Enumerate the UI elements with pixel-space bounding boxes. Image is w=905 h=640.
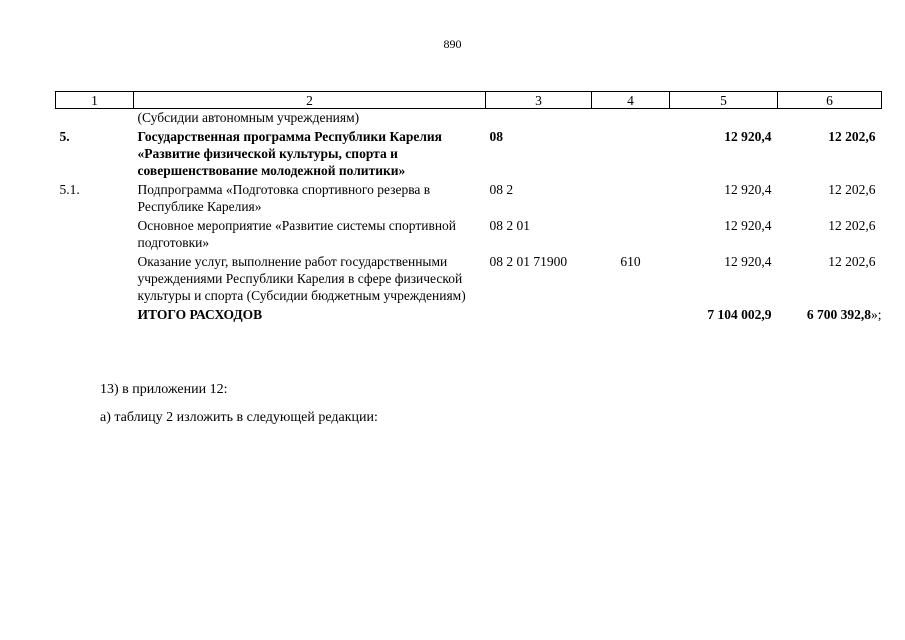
row-code: 08 [489,129,503,144]
row-value-1 [670,109,778,129]
row-vr: 610 [620,254,641,269]
total-value-1: 7 104 002,9 [707,307,772,322]
row-number [56,217,134,253]
row-name: (Субсидии автономным учреждениям) [137,110,360,125]
row-value-1: 12 920,4 [724,129,772,144]
row-name: Оказание услуг, выполнение работ государственными учреждениями Республики Карелия в сфере физической культуры и спорта (Субсидии бюджетным учреждениям) [137,254,466,303]
column-header-5: 5 [670,92,778,109]
column-header-1: 1 [56,92,134,109]
column-header-3: 3 [486,92,592,109]
total-suffix: »; [870,307,882,322]
row-value-1: 12 920,4 [724,218,772,233]
row-number [56,109,134,129]
column-header-4: 4 [592,92,670,109]
row-number: 5. [59,129,70,144]
paragraph-appendix-12: 13) в приложении 12: [100,382,228,397]
row-code: 08 2 01 [489,218,530,233]
row-name: Подпрограмма «Подготовка спортивного резерва в Республике Карелия» [137,182,431,214]
row-value-2: 12 202,6 [828,129,876,144]
row-number [56,253,134,306]
paragraph-table-2: а) таблицу 2 изложить в следующей редакции: [100,410,378,425]
row-name: Основное мероприятие «Развитие системы спортивной подготовки» [137,218,457,250]
row-value-2: 12 202,6 [828,254,876,269]
row-value-2: 12 202,6 [828,182,876,197]
table-header-row [56,92,882,109]
table-row [56,128,882,181]
row-value-2 [778,109,882,129]
row-vr [592,109,670,129]
page-number: 890 [443,37,462,51]
row-value-1: 12 920,4 [724,182,772,197]
total-label: ИТОГО РАСХОДОВ [137,307,263,322]
column-header-6: 6 [778,92,882,109]
row-number: 5.1. [59,182,80,197]
row-code [486,109,592,129]
total-value-2: 6 700 392,8 [806,307,871,322]
row-value-2: 12 202,6 [828,218,876,233]
table-row [56,109,882,129]
row-code: 08 2 [489,182,514,197]
table-row [56,217,882,253]
row-code: 08 2 01 71900 [489,254,568,269]
budget-table [55,91,881,325]
table-row [56,181,882,217]
column-header-2: 2 [134,92,486,109]
table-row [56,253,882,306]
row-vr [592,217,670,253]
total-value-2-cell [778,306,882,325]
row-name: Государственная программа Республики Карелия «Развитие физической культуры, спорта и совершенствование молодежной политики» [137,129,442,178]
row-vr [592,128,670,181]
row-value-1: 12 920,4 [724,254,772,269]
total-row [56,306,882,325]
row-vr [592,181,670,217]
